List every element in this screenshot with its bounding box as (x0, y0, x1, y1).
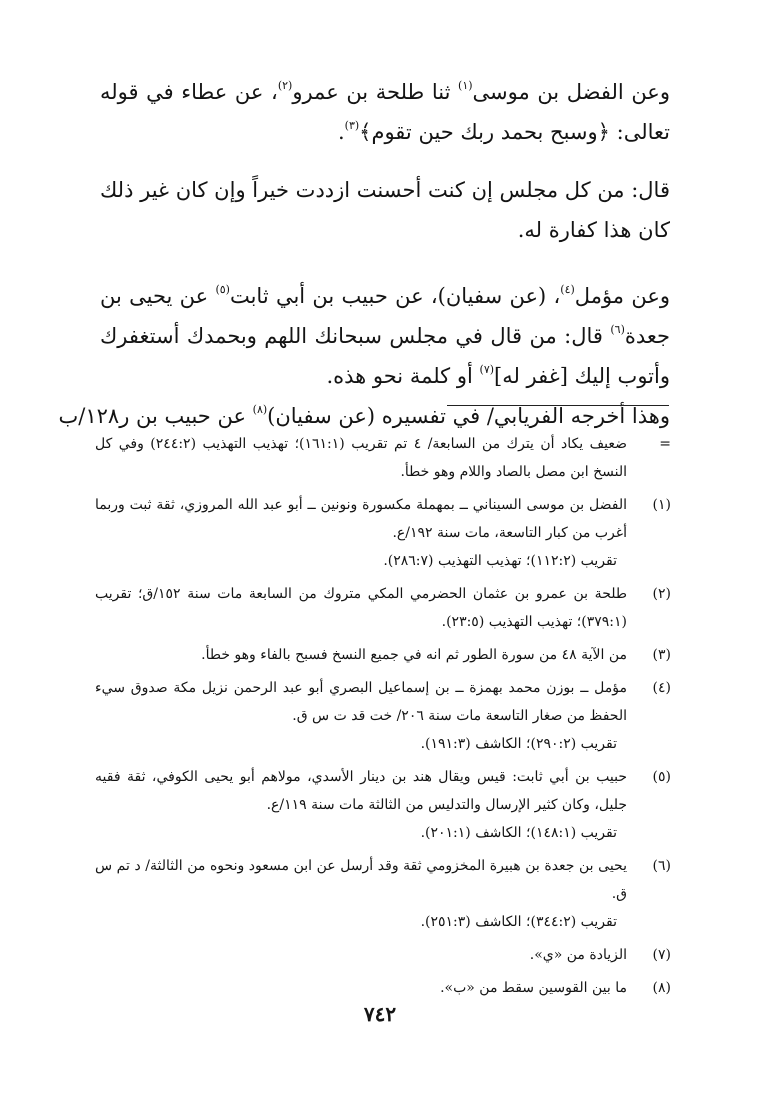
footnote-marker[interactable]: (٥) (215, 283, 230, 296)
footnote-body: مؤمل ــ بوزن محمد بهمزة ــ بن إسماعيل البصري أبو عبد الرحمن نزيل مكة صدوق سيء الحفظ من صغار التاسعة مات سنة ٢٠٦/ خت قد ت س ق. (95, 680, 627, 724)
footnote-marker[interactable]: (٨) (252, 403, 268, 416)
footnote-marker[interactable]: (٣) (344, 119, 360, 132)
footnote-text (95, 580, 627, 636)
paragraph-3 (100, 276, 670, 396)
footnote (95, 430, 675, 486)
footnote (95, 852, 675, 936)
footnotes (95, 430, 675, 1007)
footnote-marker[interactable]: (٢) (277, 79, 293, 92)
paragraph-1 (100, 72, 670, 152)
footnote (95, 763, 675, 847)
footnote-reference: تقريب (٢٩٠:٢)؛ الكاشف (١٩١:٣). (420, 736, 617, 752)
footnote-text (95, 491, 627, 575)
text-segment: عن حبيب بن ر١٢٨/ب (58, 404, 253, 428)
footnote (95, 580, 675, 636)
footnote-number: (٧) (652, 947, 671, 963)
footnote-body: ضعيف يكاد أن يترك من السابعة/ ٤ تم تقريب (١٦١:١)؛ تهذيب التهذيب (٢٤٤:٢) وفي كل النسخ ابن مصل بالصاد واللام وهو خطأ. (95, 436, 627, 480)
footnote-body: الزيادة من «ي». (529, 947, 627, 963)
footnote-body: يحيى بن جعدة بن هبيرة المخزومي ثقة وقد أرسل عن ابن مسعود ونحوه من الثالثة/ د تم س ق. (95, 858, 627, 902)
page-number: ٧٤٢ (363, 1002, 397, 1026)
footnote-reference: تقريب (١٤٨:١)؛ الكاشف (٢٠١:١). (420, 825, 617, 841)
text-segment: وعن مؤمل (574, 284, 670, 308)
footnote-number: (٥) (652, 769, 671, 785)
footnote-number: (٤) (652, 680, 671, 696)
footnote-number: (٨) (652, 980, 671, 996)
footnote-text (95, 974, 627, 1002)
text-segment: وعن الفضل بن موسى (472, 80, 670, 104)
footnote-text (95, 641, 627, 669)
footnote (95, 641, 675, 669)
paragraph-2: قال: من كل مجلس إن كنت أحسنت ازددت خيراً وإن كان غير ذلك كان هذا كفارة له. (99, 178, 670, 242)
footnote-number: = (659, 436, 671, 452)
footnote-text (95, 941, 627, 969)
footnote-marker[interactable]: (٤) (560, 283, 575, 296)
footnote-divider (447, 405, 669, 406)
footnote-text (95, 763, 627, 847)
footnote-text (95, 674, 627, 758)
footnote-text (95, 852, 627, 936)
footnote-reference: تقريب (٣٤٤:٢)؛ الكاشف (٢٥١:٣). (420, 914, 617, 930)
footnote-body: من الآية ٤٨ من سورة الطور ثم انه في جميع النسخ فسبح بالفاء وهو خطأ. (201, 647, 627, 663)
text-segment: . (337, 120, 345, 144)
text-segment: ثنا طلحة بن عمرو (292, 80, 459, 104)
footnote-number: (٦) (652, 858, 671, 874)
footnote-reference: تقريب (١١٢:٢)؛ تهذيب التهذيب (٢٨٦:٧). (383, 553, 617, 569)
main-text (58, 72, 670, 436)
text-segment: وهذا أخرجه الفريابي/ في تفسيره (عن سفيان) (267, 404, 670, 428)
footnote-body: طلحة بن عمرو بن عثمان الحضرمي المكي متروك من السابعة مات سنة ١٥٢/ق؛ تقريب (٣٧٩:١)؛ تهذيب التهذيب (٢٣:٥). (95, 586, 628, 630)
footnote-body: ما بين القوسين سقط من «ب». (440, 980, 627, 996)
footnote-number: (١) (652, 497, 671, 513)
footnote-body: الفضل بن موسى السيناني ــ بمهملة مكسورة ونونين ــ أبو عبد الله المروزي، ثقة ثبت وربما أغرب من كبار التاسعة، مات سنة ١٩٢/ع. (95, 497, 627, 541)
text-segment: عن يحيى بن جعدة (100, 284, 670, 348)
footnote (95, 974, 675, 1002)
text-segment: ، عن عطاء في قوله تعالى: ﴿وسبح بحمد ربك حين تقوم﴾ (100, 80, 670, 144)
footnote-body: حبيب بن أبي ثابت: قيس ويقال هند بن دينار الأسدي، مولاهم أبو يحيى الكوفي، ثقة فقيه جليل، وكان كثير الإرسال والتدليس من الثالثة مات سنة ١١٩/ع. (95, 769, 627, 813)
text-segment: أو كلمة نحو هذه. (326, 364, 480, 388)
footnote (95, 491, 675, 575)
footnote (95, 941, 675, 969)
footnote-marker[interactable]: (١) (458, 79, 473, 92)
text-segment: قال: من قال في مجلس سبحانك اللهم وبحمدك أستغفرك وأتوب إليك [غفر له] (100, 324, 670, 388)
footnote-marker[interactable]: (٧) (479, 363, 495, 376)
text-segment: ، (عن سفيان)، عن حبيب بن أبي ثابت (229, 284, 561, 308)
footnote-text (95, 430, 627, 486)
footnote (95, 674, 675, 758)
footnote-number: (٣) (652, 647, 671, 663)
footnote-marker[interactable]: (٦) (610, 323, 625, 336)
footnote-number: (٢) (652, 586, 671, 602)
